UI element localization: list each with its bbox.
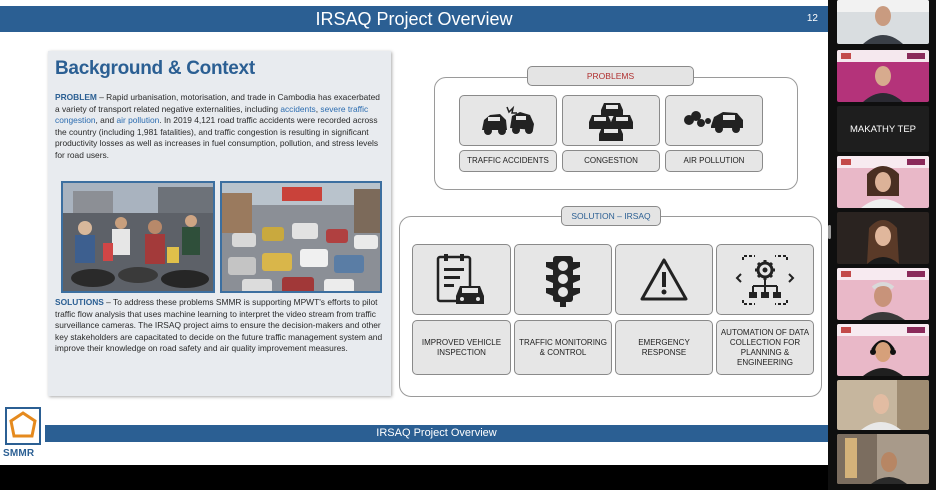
problem-tile-air-pollution (665, 95, 763, 146)
slide-footer-banner (45, 425, 828, 442)
highlight-congestion: severe traffic congestion (55, 103, 369, 126)
screen-bottom-bar (0, 465, 828, 490)
inspection-checklist-icon (432, 252, 492, 308)
participant-video-7[interactable] (837, 324, 929, 376)
slide-title: IRSAQ Project Overview (315, 9, 513, 29)
solutions-paragraph: SOLUTIONS – To address these problems SMMR is supporting MPWT's efforts to pilot traffic flow analysis that uses machine learning to interpret the video stream from traffic surveillance cameras. The IRSAQ project aims to ensure the decision-makers and other key stakeholders are capacitated to decide on the future traffic management system and improve their knowledge on road safety and air quality improvement measures. (55, 297, 383, 354)
traffic-photo-jam (220, 181, 382, 293)
participant-video-2[interactable] (837, 50, 929, 102)
problem-tile-congestion (562, 95, 660, 146)
slide-title-banner (0, 6, 828, 32)
participant-video-6[interactable] (837, 268, 929, 320)
traffic-light-icon (543, 253, 583, 307)
problems-title: PROBLEMS (527, 66, 694, 86)
highlight-accidents: accidents (280, 103, 316, 114)
exhaust-smoke-icon (681, 106, 747, 136)
smmr-logo-text: SMMR (3, 448, 35, 459)
problem-lead: PROBLEM (55, 92, 97, 102)
solution-label-automation: AUTOMATION OF DATA COLLECTION FOR PLANNING & ENGINEERING (716, 320, 814, 375)
participant-video-4[interactable] (837, 156, 929, 208)
highlight-air-pollution: air pollution (116, 115, 160, 126)
background-heading: Background & Context (55, 58, 255, 79)
participant-video-1[interactable] (837, 0, 929, 44)
participant-video-8[interactable] (837, 380, 929, 430)
solution-tile-automation (716, 244, 814, 315)
participant-name-tile[interactable]: MAKATHY TEP (837, 106, 929, 152)
problem-label-air-pollution: AIR POLLUTION (665, 150, 763, 172)
warning-triangle-icon (639, 257, 689, 303)
participant-video-9[interactable] (837, 434, 929, 484)
solution-label-emergency: EMERGENCY RESPONSE (615, 320, 713, 375)
problem-paragraph: PROBLEM – Rapid urbanisation, motorisation, and trade in Cambodia has exacerbated a variety of transport related negative externalities, including accidents, severe traffic congestion, and air pollution. In 2019 4,121 road traffic accidents were recorded across the country (including 1,981 fatalities), and traffic congestion is resulting in significant productivity losses as well as increases in fuel consumption, pollution, and stress levels for road users. (55, 92, 380, 160)
slide-page-number: 12 (806, 13, 818, 24)
automation-gear-icon (735, 252, 795, 308)
solution-label-inspection: IMPROVED VEHICLE INSPECTION (412, 320, 511, 375)
solution-title: SOLUTION – IRSAQ (561, 206, 661, 226)
solution-tile-emergency (615, 244, 713, 315)
solution-label-traffic-control: TRAFFIC MONITORING & CONTROL (514, 320, 612, 375)
sidebar-scroll-handle[interactable] (828, 225, 831, 239)
traffic-jam-icon (587, 100, 635, 142)
solutions-lead: SOLUTIONS (55, 297, 104, 307)
problem-label-accidents: TRAFFIC ACCIDENTS (459, 150, 557, 172)
problem-tile-accidents (459, 95, 557, 146)
car-crash-icon (478, 104, 538, 138)
slide-footer-text: IRSAQ Project Overview (376, 427, 497, 439)
participant-video-5[interactable] (837, 212, 929, 264)
solution-tile-traffic-control (514, 244, 612, 315)
traffic-photo-motorbikes (61, 181, 215, 293)
problem-label-congestion: CONGESTION (562, 150, 660, 172)
solution-tile-inspection (412, 244, 511, 315)
